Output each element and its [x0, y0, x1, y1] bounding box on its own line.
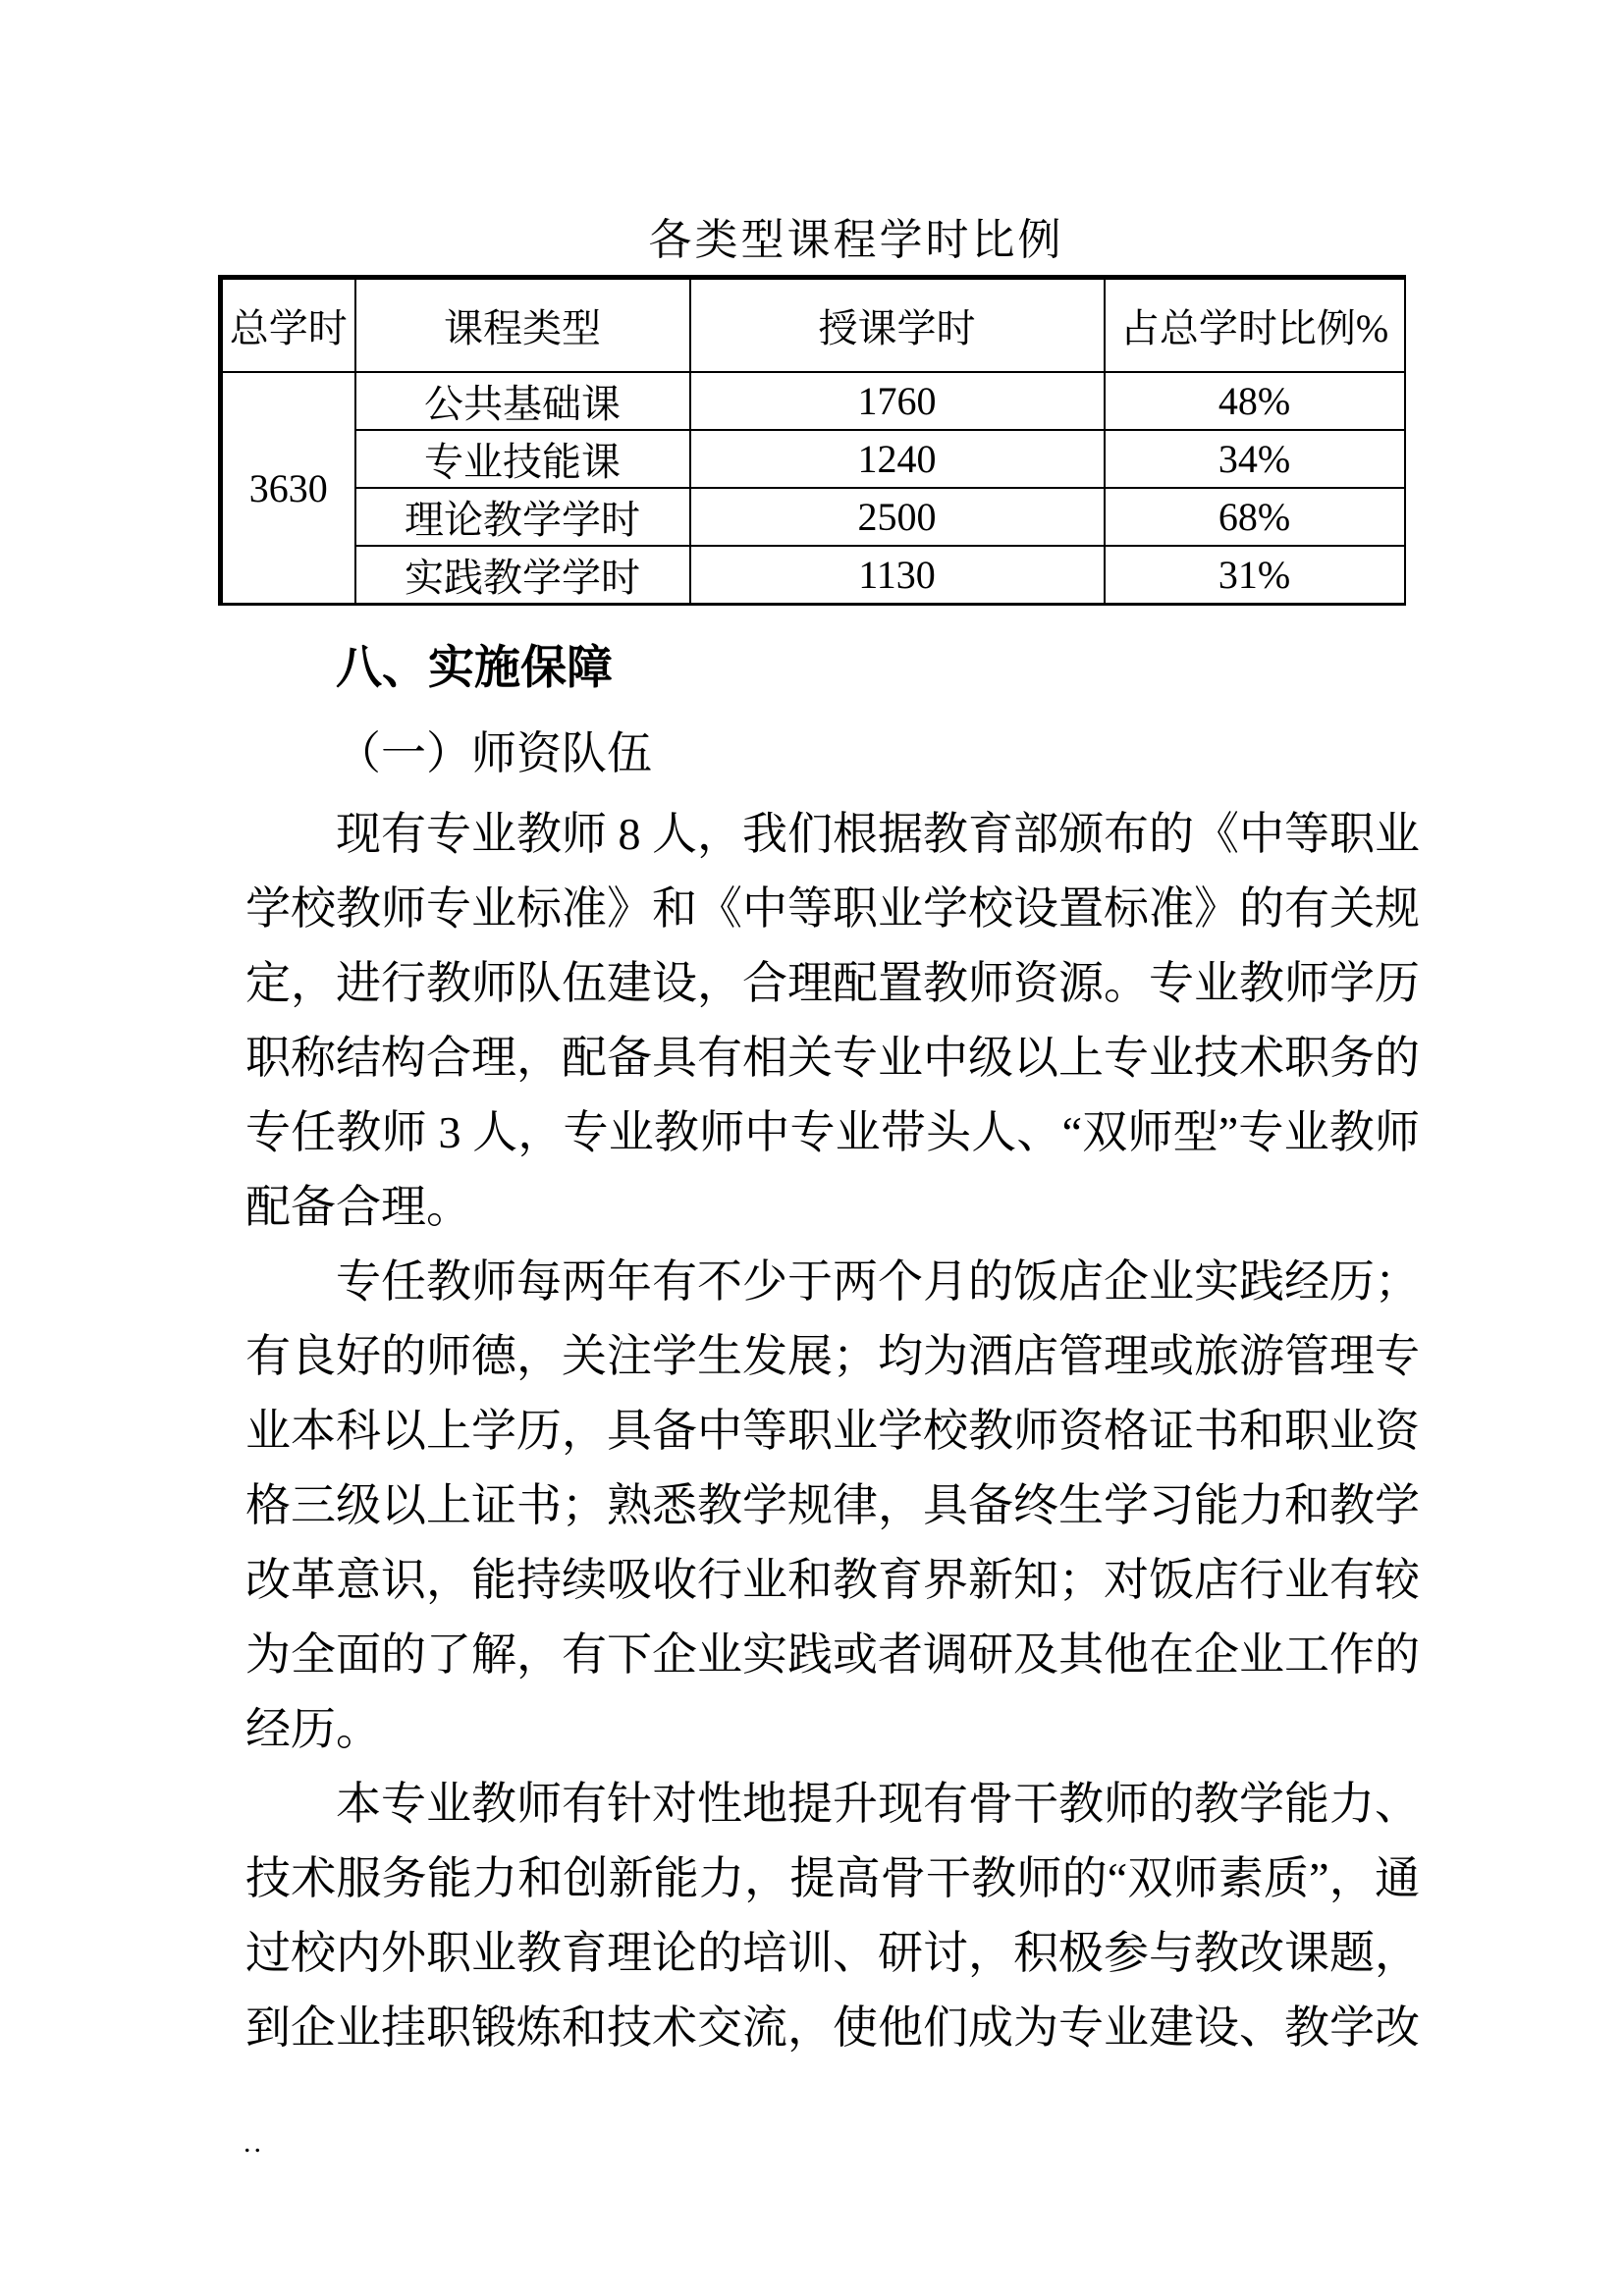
paragraph-teacher-overview: 现有专业教师 8 人，我们根据教育部颁布的《中等职业学校教师专业标准》和《中等职业学校设置标准》的有关规定，进行教师队伍建设，合理配置教师资源。专业教师学历职称结构合理，配备具有相关专业中级以上专业技术职务的专任教师 3 人，专业教师中专业带头人、“双师型”专业教师配备合理。: [245, 809, 1420, 1232]
footer-mark: ..: [244, 2126, 264, 2159]
percent-cell: 48%: [1105, 372, 1405, 430]
percent-cell: 68%: [1105, 488, 1405, 546]
table-row: [221, 430, 1405, 488]
table-row: [221, 372, 1405, 430]
header-teaching-hours: 授课学时: [690, 278, 1105, 373]
body-text-block: [245, 797, 1420, 2065]
course-hours-table: [218, 275, 1406, 606]
header-course-type: 课程类型: [355, 278, 690, 373]
subsection-heading-teaching-staff: （一）师资队伍: [336, 728, 652, 778]
course-type-cell: 实践教学学时: [355, 546, 690, 605]
teaching-hours-cell: 2500: [690, 488, 1105, 546]
table-header-row: [221, 278, 1405, 373]
section-heading-implementation-guarantee: 八、实施保障: [336, 641, 613, 693]
percent-cell: 34%: [1105, 430, 1405, 488]
course-type-cell: 公共基础课: [355, 372, 690, 430]
teaching-hours-cell: 1760: [690, 372, 1105, 430]
percent-cell: 31%: [1105, 546, 1405, 605]
header-percent: 占总学时比例%: [1105, 278, 1405, 373]
header-total-hours: 总学时: [221, 278, 355, 373]
table-row: [221, 546, 1405, 605]
course-type-cell: 理论教学学时: [355, 488, 690, 546]
total-hours-value: 3630: [221, 372, 355, 605]
teaching-hours-cell: 1130: [690, 546, 1105, 605]
teaching-hours-cell: 1240: [690, 430, 1105, 488]
table-title: 各类型课程学时比例: [648, 216, 1064, 264]
table-row: [221, 488, 1405, 546]
paragraph-teacher-development: 本专业教师有针对性地提升现有骨干教师的教学能力、技术服务能力和创新能力，提高骨干教师的“双师素质”，通过校内外职业教育理论的培训、研讨，积极参与教改课题，到企业挂职锻炼和技术交流，使他们成为专业建设、教学改: [245, 1779, 1420, 2053]
course-type-cell: 专业技能课: [355, 430, 690, 488]
paragraph-teacher-qualifications: 专任教师每两年有不少于两个月的饭店企业实践经历；有良好的师德，关注学生发展；均为酒店管理或旅游管理专业本科以上学历，具备中等职业学校教师资格证书和职业资格三级以上证书；熟悉教学规律，具备终生学习能力和教学改革意识，能持续吸收行业和教育界新知；对饭店行业有较为全面的了解，有下企业实践或者调研及其他在企业工作的经历。: [245, 1256, 1420, 1754]
